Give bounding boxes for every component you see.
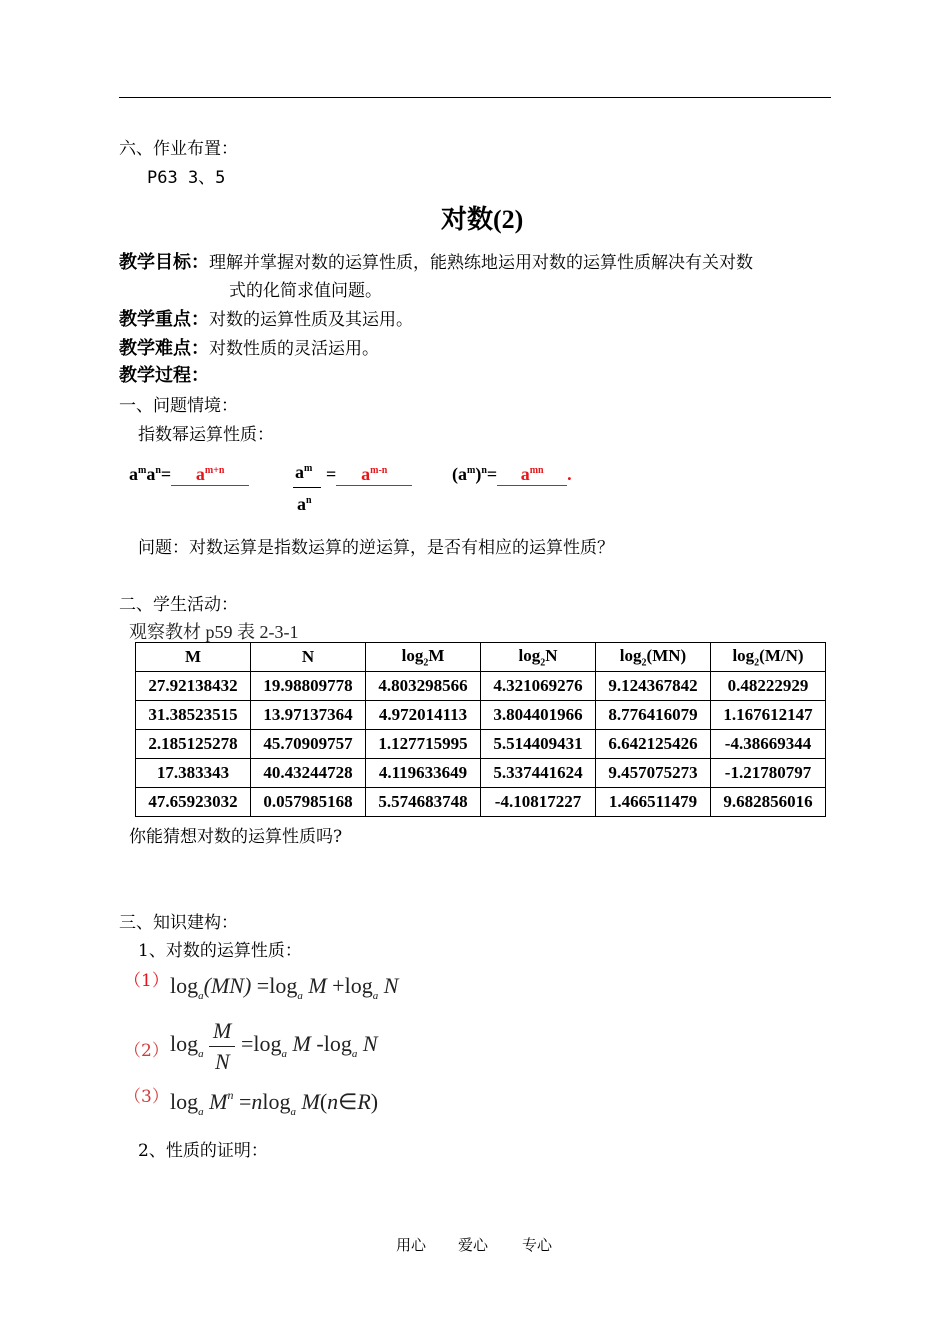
table-cell: 5.574683748 (366, 788, 481, 817)
table-row (136, 672, 826, 701)
homework-heading: 六、作业布置： (119, 139, 238, 159)
table-cell: 9.682856016 (711, 788, 826, 817)
table-cell: 1.127715995 (366, 730, 481, 759)
table-cell: 1.466511479 (596, 788, 711, 817)
table-cell: 9.124367842 (596, 672, 711, 701)
footer-word-1: 用心 (396, 1236, 427, 1254)
key-point-label: 教学重点： (119, 309, 209, 330)
section1-heading: 一、问题情境： (119, 396, 238, 416)
table-cell: 8.776416079 (596, 701, 711, 730)
property-1-label: （1） (124, 971, 169, 991)
table-header: $\log_2(M/N)$ (711, 643, 826, 672)
top-rule (119, 97, 831, 98)
table-cell: 17.383343 (136, 759, 251, 788)
table-header-row (136, 643, 826, 672)
table-row (136, 701, 826, 730)
difficulty-text: 对数性质的灵活运用。 (209, 339, 379, 359)
goals-label: 教学目标： (119, 252, 209, 273)
property-2-numerator: M (213, 1018, 232, 1043)
property-2-rhs: $=\log_a$ M $-\log_a$ N (241, 1031, 378, 1060)
table-cell: 4.803298566 (366, 672, 481, 701)
table-cell: 2.185125278 (136, 730, 251, 759)
table-cell: -1.21780797 (711, 759, 826, 788)
goals-text-2: 式的化简求值问题。 (229, 281, 382, 301)
key-point (119, 305, 413, 331)
table-cell: 1.167612147 (711, 701, 826, 730)
observe-text: 观察教材 p59 表 2-3-1 (129, 622, 299, 642)
goals-text-1: 理解并掌握对数的运算性质，能熟练地运用对数的运算性质解决有关对数 (209, 253, 753, 273)
table-cell: -4.10817227 (481, 788, 596, 817)
guess-question: 你能猜想对数的运算性质吗? (129, 827, 343, 847)
section3-heading: 三、知识建构： (119, 913, 238, 933)
table-header: $\log_2N$ (481, 643, 596, 672)
table-cell: -4.38669344 (711, 730, 826, 759)
property-3-label: （3） (124, 1087, 169, 1107)
table-cell: 0.057985168 (251, 788, 366, 817)
table-row (136, 788, 826, 817)
table-header: $\log_2M$ (366, 643, 481, 672)
section1-subheading: 指数幂运算性质： (138, 425, 274, 445)
table-cell: 40.43244728 (251, 759, 366, 788)
key-point-text: 对数的运算性质及其运用。 (209, 310, 413, 330)
section3-sub1: 1、对数的运算性质： (138, 941, 302, 961)
property-2-fraction-bar (209, 1046, 235, 1047)
table-cell: 5.514409431 (481, 730, 596, 759)
page-title: 对数(2) (441, 205, 524, 234)
table-cell: 6.642125426 (596, 730, 711, 759)
table-cell: 27.92138432 (136, 672, 251, 701)
table-header: M (136, 643, 251, 672)
table-row (136, 759, 826, 788)
table-cell: 13.97137364 (251, 701, 366, 730)
table-cell: 9.457075273 (596, 759, 711, 788)
goals-block (119, 248, 753, 274)
formula-product: $a^ma^n= a^{m+n}$ (129, 464, 249, 486)
table-row (136, 730, 826, 759)
table-cell: 47.65923032 (136, 788, 251, 817)
section3-sub2: 2、性质的证明： (138, 1141, 268, 1161)
property-3-formula: $\log_a M^n =nlog_a$ M(n∈R) (170, 1088, 379, 1118)
property-2-label: （2） (124, 1041, 169, 1061)
section1-question: 问题：对数运算是指数运算的逆运算，是否有相应的运算性质？ (138, 538, 614, 558)
property-1-formula: $\log_a(MN) =\log_a$ $M +\log_a$ N (170, 973, 399, 1002)
table-cell: 45.70909757 (251, 730, 366, 759)
formula-power: $(a^m)^n= a^{mn}$ . (452, 464, 572, 484)
table-header: $\log_2(MN)$ (596, 643, 711, 672)
answer-product: $a^{m+n}$ (171, 464, 249, 486)
fraction-bar (293, 487, 321, 488)
table-cell: 0.48222929 (711, 672, 826, 701)
difficulty (119, 334, 379, 360)
table-header: N (251, 643, 366, 672)
table-cell: 4.119633649 (366, 759, 481, 788)
difficulty-label: 教学难点： (119, 338, 209, 359)
table-cell: 19.98809778 (251, 672, 366, 701)
footer-word-3: 专心 (522, 1236, 553, 1254)
formula-quotient-answer: = $a^{m-n}$ (326, 464, 412, 486)
section2-heading: 二、学生活动： (119, 595, 238, 615)
property-2-log: $\log_a$ (170, 1031, 204, 1060)
homework-detail: P63 3、5 (147, 168, 226, 188)
formula-quotient-denominator: $a^n$ (297, 494, 312, 514)
table-cell: 5.337441624 (481, 759, 596, 788)
footer-word-2: 爱心 (458, 1236, 489, 1254)
process-label: 教学过程： (119, 365, 209, 386)
log-table (135, 642, 826, 817)
property-2-denominator: N (215, 1049, 230, 1074)
table-cell: 3.804401966 (481, 701, 596, 730)
table-cell: 31.38523515 (136, 701, 251, 730)
formula-quotient-numerator: $a^m$ (295, 462, 313, 482)
table-cell: 4.321069276 (481, 672, 596, 701)
table-cell: 4.972014113 (366, 701, 481, 730)
